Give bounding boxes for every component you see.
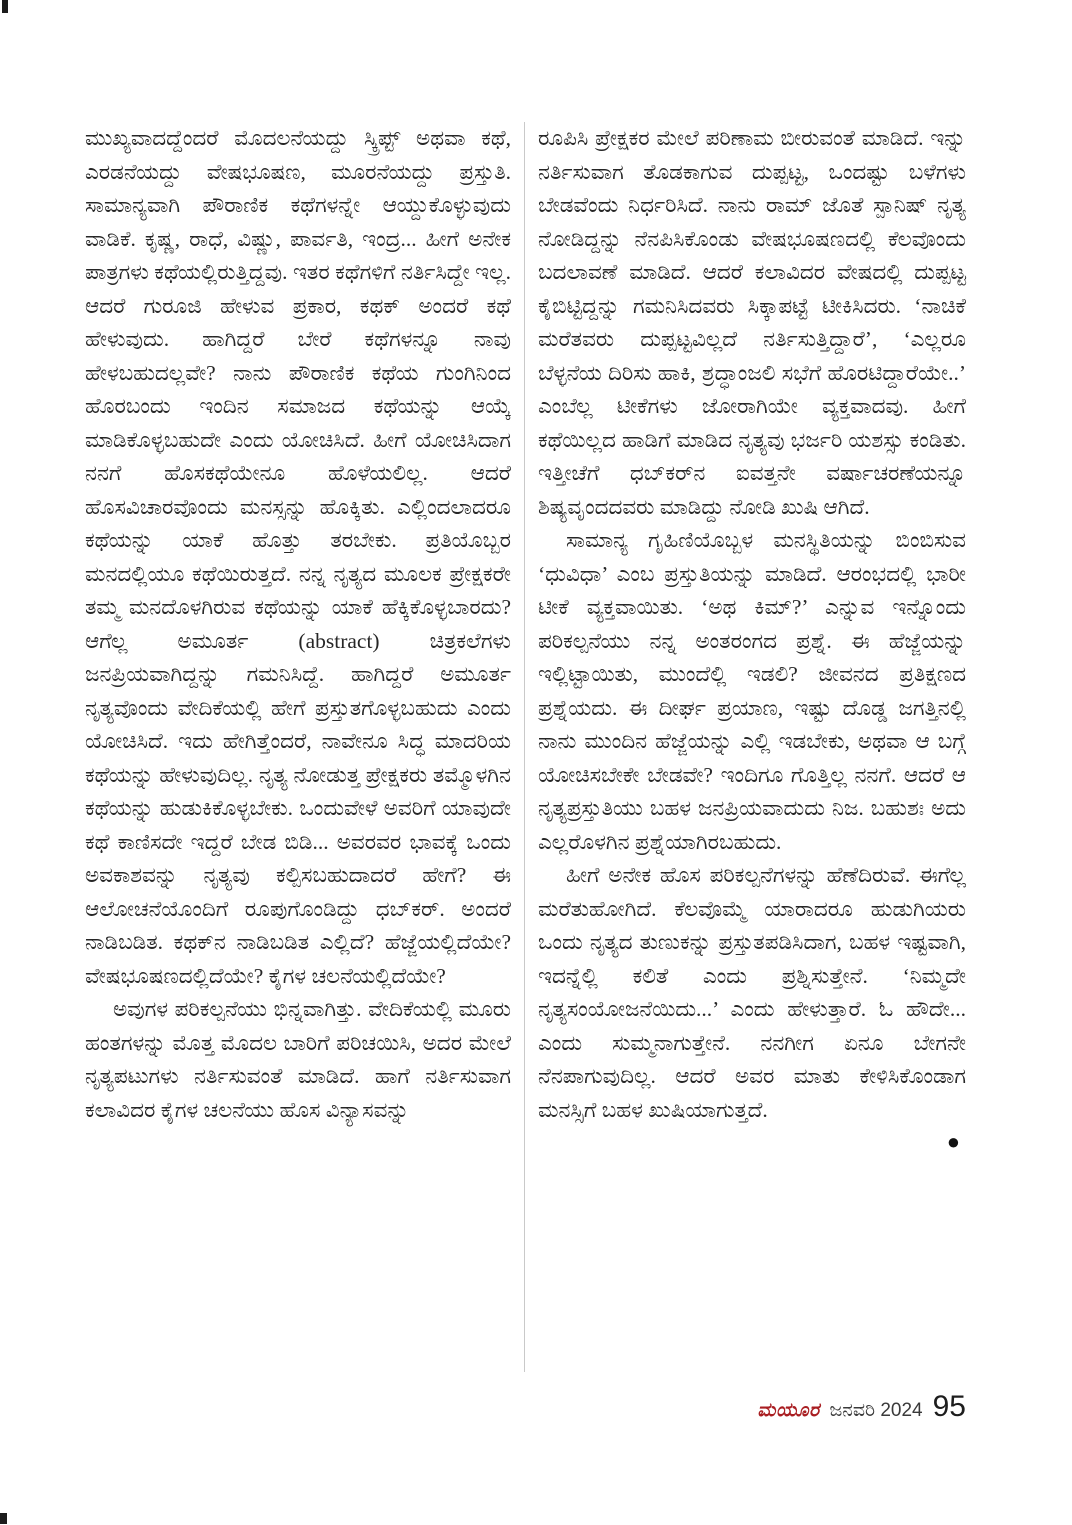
article-end-mark: ● <box>946 1129 960 1154</box>
article-body <box>85 122 966 1372</box>
magazine-name: ಮಯೂರ <box>757 1400 820 1421</box>
column-gutter <box>511 122 538 1372</box>
page-footer <box>757 1392 966 1422</box>
paragraph: ಸಾಮಾನ್ಯ ಗೃಹಿಣಿಯೊಬ್ಬಳ ಮನಸ್ಥಿತಿಯನ್ನು ಬಿಂಬಿಸುವ ‘ಧುವಿಧಾ’ ಎಂಬ ಪ್ರಸ್ತುತಿಯನ್ನು ಮಾಡಿದೆ. ಆರಂಭದಲ್ಲಿ ಭಾರೀ ಟೀಕೆ ವ್ಯಕ್ತವಾಯಿತು. ‘ಅಥ ಕಿಮ್?’ ಎನ್ನುವ ಇನ್ನೊಂದು ಪರಿಕಲ್ಪನೆಯು ನನ್ನ ಅಂತರಂಗದ ಪ್ರಶ್ನೆ. ಈ ಹೆಜ್ಜೆಯನ್ನು ಇಲ್ಲಿಟ್ಟಾಯಿತು, ಮುಂದೆಲ್ಲಿ ಇಡಲಿ? ಜೀವನದ ಪ್ರತಿಕ್ಷಣದ ಪ್ರಶ್ನೆಯದು. ಈ ದೀರ್ಘ ಪ್ರಯಾಣ, ಇಷ್ಟು ದೊಡ್ಡ ಜಗತ್ತಿನಲ್ಲಿ ನಾನು ಮುಂದಿನ ಹೆಜ್ಜೆಯನ್ನು ಎಲ್ಲಿ ಇಡಬೇಕು, ಅಥವಾ ಆ ಬಗ್ಗೆ ಯೋಚಿಸಬೇಕೇ ಬೇಡವೇ? ಇಂದಿಗೂ ಗೊತ್ತಿಲ್ಲ ನನಗೆ. ಆದರೆ ಆ ನೃತ್ಯಪ್ರಸ್ತುತಿಯು ಬಹಳ ಜನಪ್ರಿಯವಾದುದು ನಿಜ. ಬಹುಶಃ ಅದು ಎಲ್ಲರೊಳಗಿನ ಪ್ರಶ್ನೆಯಾಗಿರಬಹುದು. <box>538 528 966 854</box>
article-column-right <box>538 122 966 1372</box>
column-right-paragraphs <box>538 122 966 1127</box>
paragraph: ರೂಪಿಸಿ ಪ್ರೇಕ್ಷಕರ ಮೇಲೆ ಪರಿಣಾಮ ಬೀರುವಂತೆ ಮಾಡಿದೆ. ಇನ್ನು ನರ್ತಿಸುವಾಗ ತೊಡಕಾಗುವ ದುಪ್ಪಟ್ಟ, ಒಂದಷ್ಟು ಬಳೆಗಳು ಬೇಡವೆಂದು ನಿರ್ಧರಿಸಿದೆ. ನಾನು ರಾಮ್ ಜೊತೆ ಸ್ಪಾನಿಷ್ ನೃತ್ಯ ನೋಡಿದ್ದನ್ನು ನೆನಪಿಸಿಕೊಂಡು ವೇಷಭೂಷಣದಲ್ಲಿ ಕೆಲವೊಂದು ಬದಲಾವಣೆ ಮಾಡಿದೆ. ಆದರೆ ಕಲಾವಿದರ ವೇಷದಲ್ಲಿ ದುಪ್ಪಟ್ಟ ಕೈಬಿಟ್ಟಿದ್ದನ್ನು ಗಮನಿಸಿದವರು ಸಿಕ್ಕಾಪಟ್ಟೆ ಟೀಕಿಸಿದರು. ‘ನಾಚಿಕೆ ಮರೆತವರು ದುಪ್ಪಟ್ಟವಿಲ್ಲದೆ ನರ್ತಿಸುತ್ತಿದ್ದಾರೆ’, ‘ಎಲ್ಲರೂ ಬೆಳ್ಳನೆಯ ದಿರಿಸು ಹಾಕಿ, ಶ್ರದ್ಧಾಂಜಲಿ ಸಭೆಗೆ ಹೊರಟಿದ್ದಾರೆಯೇ..’ ಎಂಬೆಲ್ಲ ಟೀಕೆಗಳು ಜೋರಾಗಿಯೇ ವ್ಯಕ್ತವಾದವು. ಹೀಗೆ ಕಥೆಯಿಲ್ಲದ ಹಾಡಿಗೆ ಮಾಡಿದ ನೃತ್ಯವು ಭರ್ಜರಿ ಯಶಸ್ಸು ಕಂಡಿತು. ಇತ್ತೀಚೆಗೆ ಧಬ್‌ಕರ್‌ನ ಐವತ್ತನೇ ವರ್ಷಾಚರಣೆಯನ್ನೂ ಶಿಷ್ಯವೃಂದದವರು ಮಾಡಿದ್ದು ನೋಡಿ ಖುಷಿ ಆಗಿದೆ. <box>538 126 966 519</box>
registration-mark-top-left <box>2 0 8 13</box>
article-end-mark-row <box>538 1127 966 1157</box>
paragraph: ಅವುಗಳ ಪರಿಕಲ್ಪನೆಯು ಭಿನ್ನವಾಗಿತ್ತು. ವೇದಿಕೆಯಲ್ಲಿ ಮೂರು ಹಂತಗಳನ್ನು ಮೊತ್ತ ಮೊದಲ ಬಾರಿಗೆ ಪರಿಚಯಿಸಿ, ಅದರ ಮೇಲೆ ನೃತ್ಯಪಟುಗಳು ನರ್ತಿಸುವಂತೆ ಮಾಡಿದೆ. ಹಾಗೆ ನರ್ತಿಸುವಾಗ ಕಲಾವಿದರ ಕೈಗಳ ಚಲನೆಯು ಹೊಸ ವಿನ್ಯಾಸವನ್ನು <box>85 997 511 1122</box>
page-number: 95 <box>932 1390 966 1423</box>
paragraph: ಮುಖ್ಯವಾದದ್ದೆಂದರೆ ಮೊದಲನೆಯದ್ದು ಸ್ಕ್ರಿಪ್ಟ್ ಅಥವಾ ಕಥೆ, ಎರಡನೆಯದ್ದು ವೇಷಭೂಷಣ, ಮೂರನೆಯದ್ದು ಪ್ರಸ್ತುತಿ. ಸಾಮಾನ್ಯವಾಗಿ ಪೌರಾಣಿಕ ಕಥೆಗಳನ್ನೇ ಆಯ್ದುಕೊಳ್ಳುವುದು ವಾಡಿಕೆ. ಕೃಷ್ಣ, ರಾಧೆ, ವಿಷ್ಣು, ಪಾರ್ವತಿ, ಇಂದ್ರ... ಹೀಗೆ ಅನೇಕ ಪಾತ್ರಗಳು ಕಥೆಯಲ್ಲಿರುತ್ತಿದ್ದವು. ಇತರ ಕಥೆಗಳಿಗೆ ನರ್ತಿಸಿದ್ದೇ ಇಲ್ಲ. ಆದರೆ ಗುರೂಜಿ ಹೇಳುವ ಪ್ರಕಾರ, ಕಥಕ್ ಅಂದರೆ ಕಥೆ ಹೇಳುವುದು. ಹಾಗಿದ್ದರೆ ಬೇರೆ ಕಥೆಗಳನ್ನೂ ನಾವು ಹೇಳಬಹುದಲ್ಲವೇ? ನಾನು ಪೌರಾಣಿಕ ಕಥೆಯ ಗುಂಗಿನಿಂದ ಹೊರಬಂದು ಇಂದಿನ ಸಮಾಜದ ಕಥೆಯನ್ನು ಆಯ್ಕೆ ಮಾಡಿಕೊಳ್ಳಬಹುದೇ ಎಂದು ಯೋಚಿಸಿದೆ. ಹೀಗೆ ಯೋಚಿಸಿದಾಗ ನನಗೆ ಹೊಸಕಥೆಯೇನೂ ಹೊಳೆಯಲಿಲ್ಲ. ಆದರೆ ಹೊಸವಿಚಾರವೊಂದು ಮನಸ್ಸನ್ನು ಹೊಕ್ಕಿತು. ಎಲ್ಲಿಂದಲಾದರೂ ಕಥೆಯನ್ನು ಯಾಕೆ ಹೊತ್ತು ತರಬೇಕು. ಪ್ರತಿಯೊಬ್ಬರ ಮನದಲ್ಲಿಯೂ ಕಥೆಯಿರುತ್ತದೆ. ನನ್ನ ನೃತ್ಯದ ಮೂಲಕ ಪ್ರೇಕ್ಷಕರೇ ತಮ್ಮ ಮನದೊಳಗಿರುವ ಕಥೆಯನ್ನು ಯಾಕೆ ಹೆಕ್ಕಿಕೊಳ್ಳಬಾರದು? ಆಗೆಲ್ಲ ಅಮೂರ್ತ (abstract) ಚಿತ್ರಕಲೆಗಳು ಜನಪ್ರಿಯವಾಗಿದ್ದನ್ನು ಗಮನಿಸಿದ್ದೆ. ಹಾಗಿದ್ದರೆ ಅಮೂರ್ತ ನೃತ್ಯವೊಂದು ವೇದಿಕೆಯಲ್ಲಿ ಹೇಗೆ ಪ್ರಸ್ತುತಗೊಳ್ಳಬಹುದು ಎಂದು ಯೋಚಿಸಿದೆ. ಇದು ಹೇಗಿತ್ತೆಂದರೆ, ನಾವೇನೂ ಸಿದ್ಧ ಮಾದರಿಯ ಕಥೆಯನ್ನು ಹೇಳುವುದಿಲ್ಲ. ನೃತ್ಯ ನೋಡುತ್ತ ಪ್ರೇಕ್ಷಕರು ತಮ್ಮೊಳಗಿನ ಕಥೆಯನ್ನು ಹುಡುಕಿಕೊಳ್ಳಬೇಕು. ಒಂದುವೇಳೆ ಅವರಿಗೆ ಯಾವುದೇ ಕಥೆ ಕಾಣಿಸದೇ ಇದ್ದರೆ ಬೇಡ ಬಿಡಿ... ಅವರವರ ಭಾವಕ್ಕೆ ಒಂದು ಅವಕಾಶವನ್ನು ನೃತ್ಯವು ಕಲ್ಪಿಸಬಹುದಾದರೆ ಹೇಗೆ? ಈ ಆಲೋಚನೆಯೊಂದಿಗೆ ರೂಪುಗೊಂಡಿದ್ದು ಧಬ್‌ಕರ್. ಅಂದರೆ ನಾಡಿಬಡಿತ. ಕಥಕ್‌ನ ನಾಡಿಬಡಿತ ಎಲ್ಲಿದೆ? ಹೆಜ್ಜೆಯಲ್ಲಿದೆಯೇ? ವೇಷಭೂಷಣದಲ್ಲಿದೆಯೇ? ಕೈಗಳ ಚಲನೆಯಲ್ಲಿದೆಯೇ? <box>85 126 511 988</box>
column-left-paragraphs <box>85 122 511 1127</box>
issue-date: ಜನವರಿ 2024 <box>829 1400 923 1421</box>
paragraph: ಹೀಗೆ ಅನೇಕ ಹೊಸ ಪರಿಕಲ್ಪನೆಗಳನ್ನು ಹೆಣೆದಿರುವೆ. ಈಗೆಲ್ಲ ಮರೆತುಹೋಗಿದೆ. ಕೆಲವೊಮ್ಮೆ ಯಾರಾದರೂ ಹುಡುಗಿಯರು ಒಂದು ನೃತ್ಯದ ತುಣುಕನ್ನು ಪ್ರಸ್ತುತಪಡಿಸಿದಾಗ, ಬಹಳ ಇಷ್ಟವಾಗಿ, ಇದನ್ನೆಲ್ಲಿ ಕಲಿತೆ ಎಂದು ಪ್ರಶ್ನಿಸುತ್ತೇನೆ. ‘ನಿಮ್ಮದೇ ನೃತ್ಯಸಂಯೋಜನೆಯಿದು...’ ಎಂದು ಹೇಳುತ್ತಾರೆ. ಓ ಹೌದೇ... ಎಂದು ಸುಮ್ಮನಾಗುತ್ತೇನೆ. ನನಗೀಗ ಏನೂ ಬೇಗನೇ ನೆನಪಾಗುವುದಿಲ್ಲ. ಆದರೆ ಅವರ ಮಾತು ಕೇಳಿಸಿಕೊಂಡಾಗ ಮನಸ್ಸಿಗೆ ಬಹಳ ಖುಷಿಯಾಗುತ್ತದೆ. <box>538 863 966 1122</box>
column-divider <box>524 122 526 1372</box>
registration-mark-bottom-left <box>0 1513 7 1524</box>
article-column-left <box>85 122 511 1372</box>
